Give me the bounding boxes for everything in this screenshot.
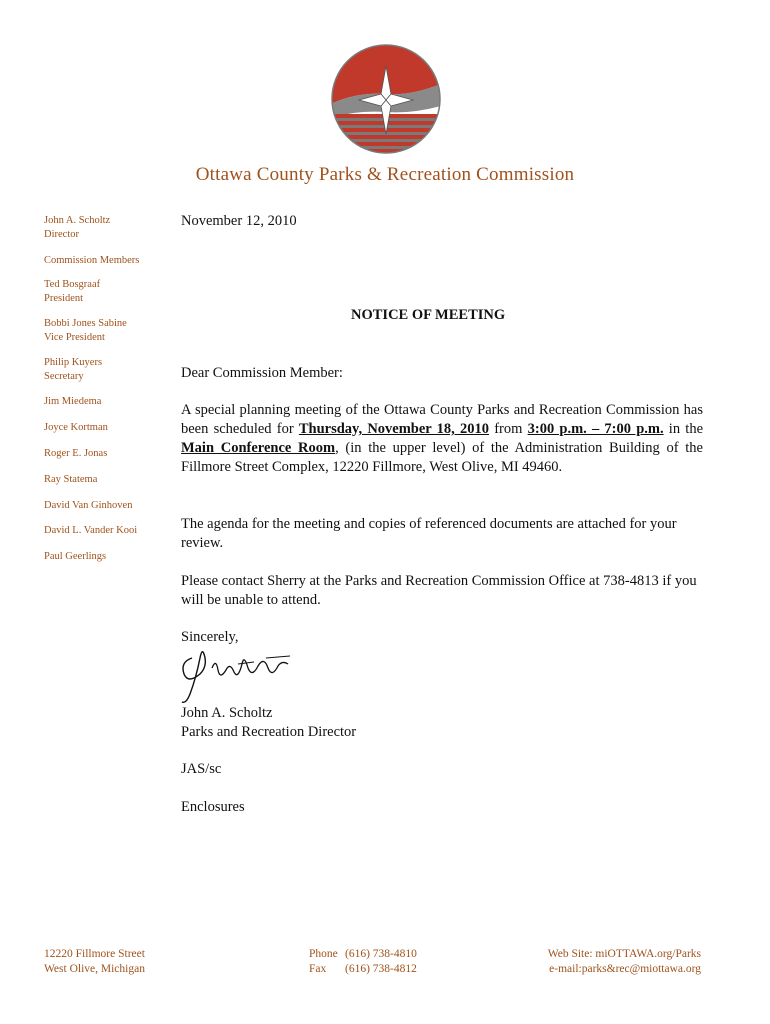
fax-line xyxy=(309,962,417,977)
phone-line xyxy=(309,947,417,962)
letter-heading: NOTICE OF MEETING xyxy=(351,307,506,323)
member-name: Philip Kuyers xyxy=(44,357,103,368)
member-item: Joyce Kortman xyxy=(44,422,108,433)
address-line: West Olive, Michigan xyxy=(44,963,145,975)
phone-label: Phone xyxy=(309,948,338,960)
p1-text-c: in the xyxy=(663,421,703,437)
signer-block xyxy=(181,704,703,742)
p1-text-a: A special planning meeting of the Ottawa County Parks and Recreation Commission has been scheduled for xyxy=(181,402,703,437)
member-item: Paul Geerlings xyxy=(44,551,107,562)
email: e-mail:parks&rec@miottawa.org xyxy=(549,963,701,975)
member-item xyxy=(44,278,100,306)
member-item xyxy=(44,356,102,384)
meeting-room: Main Conference Room xyxy=(181,440,336,456)
enclosures: Enclosures xyxy=(181,799,245,815)
p1-text-d: , (in the upper level) of the Administration Building of the Fillmore Street Complex, 12220 Fillmore, West Olive, MI 49460. xyxy=(181,440,703,475)
phone-number: (616) 738-4810 xyxy=(345,948,417,960)
director-block xyxy=(44,214,110,242)
member-role: Secretary xyxy=(44,371,84,382)
fax-label: Fax xyxy=(309,963,327,975)
org-title: Ottawa County Parks & Recreation Commission xyxy=(195,164,575,185)
director-name: John A. Scholtz xyxy=(44,215,111,226)
member-item: Ray Statema xyxy=(44,474,98,485)
member-name: Ted Bosgraaf xyxy=(44,279,101,290)
paragraph-meeting-details xyxy=(181,401,703,477)
website: Web Site: miOTTAWA.org/Parks xyxy=(547,948,701,960)
p1-text-b: from xyxy=(489,421,528,437)
initials: JAS/sc xyxy=(181,761,222,777)
footer-web xyxy=(516,947,701,977)
fax-number: (616) 738-4812 xyxy=(345,963,417,975)
meeting-date: Thursday, November 18, 2010 xyxy=(298,421,490,437)
members-heading: Commission Members xyxy=(44,255,140,266)
footer-address xyxy=(44,947,145,977)
salutation: Dear Commission Member: xyxy=(181,365,343,381)
member-name: Bobbi Jones Sabine xyxy=(44,318,127,329)
closing: Sincerely, xyxy=(181,629,239,645)
paragraph-agenda: The agenda for the meeting and copies of referenced documents are attached for your review. xyxy=(181,516,677,551)
member-item xyxy=(44,317,127,345)
meeting-time: 3:00 p.m. – 7:00 p.m. xyxy=(527,421,664,437)
member-item: David L. Vander Kooi xyxy=(44,525,138,536)
signer-title: Parks and Recreation Director xyxy=(181,724,357,740)
address-line: 12220 Fillmore Street xyxy=(44,948,145,960)
footer-phone-fax xyxy=(309,947,417,977)
letter-date: November 12, 2010 xyxy=(181,213,297,229)
member-item: David Van Ginhoven xyxy=(44,500,133,511)
member-role: President xyxy=(44,293,84,304)
member-item: Roger E. Jonas xyxy=(44,448,108,459)
signer-name: John A. Scholtz xyxy=(181,705,273,721)
commission-logo xyxy=(331,44,441,154)
signature-image xyxy=(178,644,298,708)
director-title: Director xyxy=(44,229,79,240)
member-role: Vice President xyxy=(44,332,105,343)
member-item: Jim Miedema xyxy=(44,396,102,407)
paragraph-contact: Please contact Sherry at the Parks and Recreation Commission Office at 738-4813 if you will be unable to attend. xyxy=(181,573,697,608)
